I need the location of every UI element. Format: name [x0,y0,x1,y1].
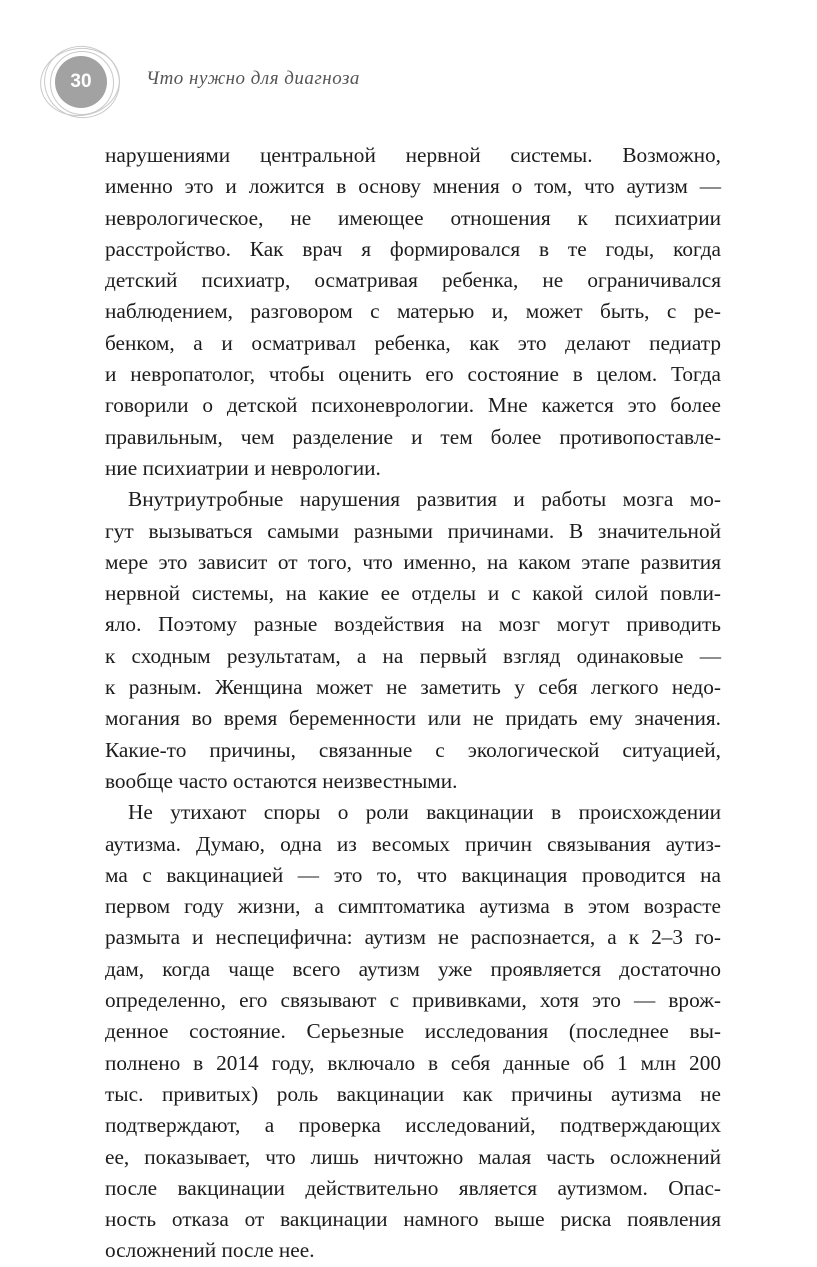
text-line: Какие-то причины, связанные с экологической ситуацией, [105,737,721,762]
text-line: яло. Поэтому разные воздействия на мозг могут приводить [105,612,721,637]
text-line: правильным, чем разделение и тем более противопоставле- [105,424,721,449]
text-line: нарушениями центральной нервной системы. Возможно, [105,143,721,167]
text-line: полнено в 2014 году, включало в себя данные об 1 млн 200 [105,1050,721,1075]
text-line: нервной системы, на какие ее отделы и с какой силой повли- [105,581,721,606]
text-line: именно это и ложится в основу мнения о том, что аутизм — [105,174,721,199]
text-line: и невропатолог, чтобы оценить его состояние в целом. Тогда [105,362,721,387]
text-line: тыс. привитых) роль вакцинации как причины аутизма не [105,1081,721,1106]
text-line: ние психиатрии и неврологии. [105,455,381,480]
text-line: первом году жизни, а симптоматика аутизма в этом возрасте [105,894,721,919]
text-line: к разным. Женщина может не заметить у себя легкого недо- [105,675,721,700]
text-line: дам, когда чаще всего аутизм уже проявляется достаточно [105,956,721,981]
page-number-badge [40,48,120,114]
text-line: ма с вакцинацией — это то, что вакцинация проводится на [105,862,721,887]
text-line: мере это зависит от того, что именно, на каком этапе развития [105,549,721,574]
text-line: Внутриутробные нарушения развития и работы мозга мо- [128,487,721,512]
running-title: Что нужно для диагноза [146,68,360,89]
text-line: могания во время беременности или не придать ему значения. [105,706,721,731]
text-line: ее, показывает, что лишь ничтожно малая часть осложнений [105,1144,721,1169]
text-line: определенно, его связывают с прививками, хотя это — врож- [105,988,721,1013]
text-line: вообще часто остаются неизвестными. [105,768,458,793]
text-line: детский психиатр, осматривая ребенка, не ограничивался [105,268,721,293]
paragraph [105,484,721,797]
text-line: ность отказа от вакцинации намного выше риска появления [105,1207,721,1232]
paragraph [105,797,721,1266]
text-line: бенком, а и осматривал ребенка, как это делают педиатр [105,330,721,355]
text-line: осложнений после нее. [105,1238,315,1263]
text-line: неврологическое, не имеющее отношения к психиатрии [105,205,721,230]
body-text [105,140,721,1267]
text-line: аутизма. Думаю, одна из весомых причин связывания аутиз- [105,831,721,856]
paragraph [105,140,721,484]
text-line: к сходным результатам, а на первый взгляд одинаковые — [105,643,721,668]
text-line: подтверждают, а проверка исследований, подтверждающих [105,1113,721,1138]
text-line: размыта и неспецифична: аутизм не распознается, а к 2–3 го- [105,925,721,950]
text-line: наблюдением, разговором с матерью и, может быть, с ре- [105,299,721,324]
text-line: денное состояние. Серьезные исследования (последнее вы- [105,1019,721,1044]
text-line: гут вызываться самыми разными причинами. В значительной [105,518,721,543]
text-line: говорили о детской психоневрологии. Мне кажется это более [105,393,721,418]
text-line: расстройство. Как врач я формировался в те годы, когда [105,236,721,261]
page-number: 30 [55,56,107,108]
text-line: Не утихают споры о роли вакцинации в происхождении [128,800,721,825]
text-line: после вакцинации действительно является аутизмом. Опас- [105,1175,721,1200]
